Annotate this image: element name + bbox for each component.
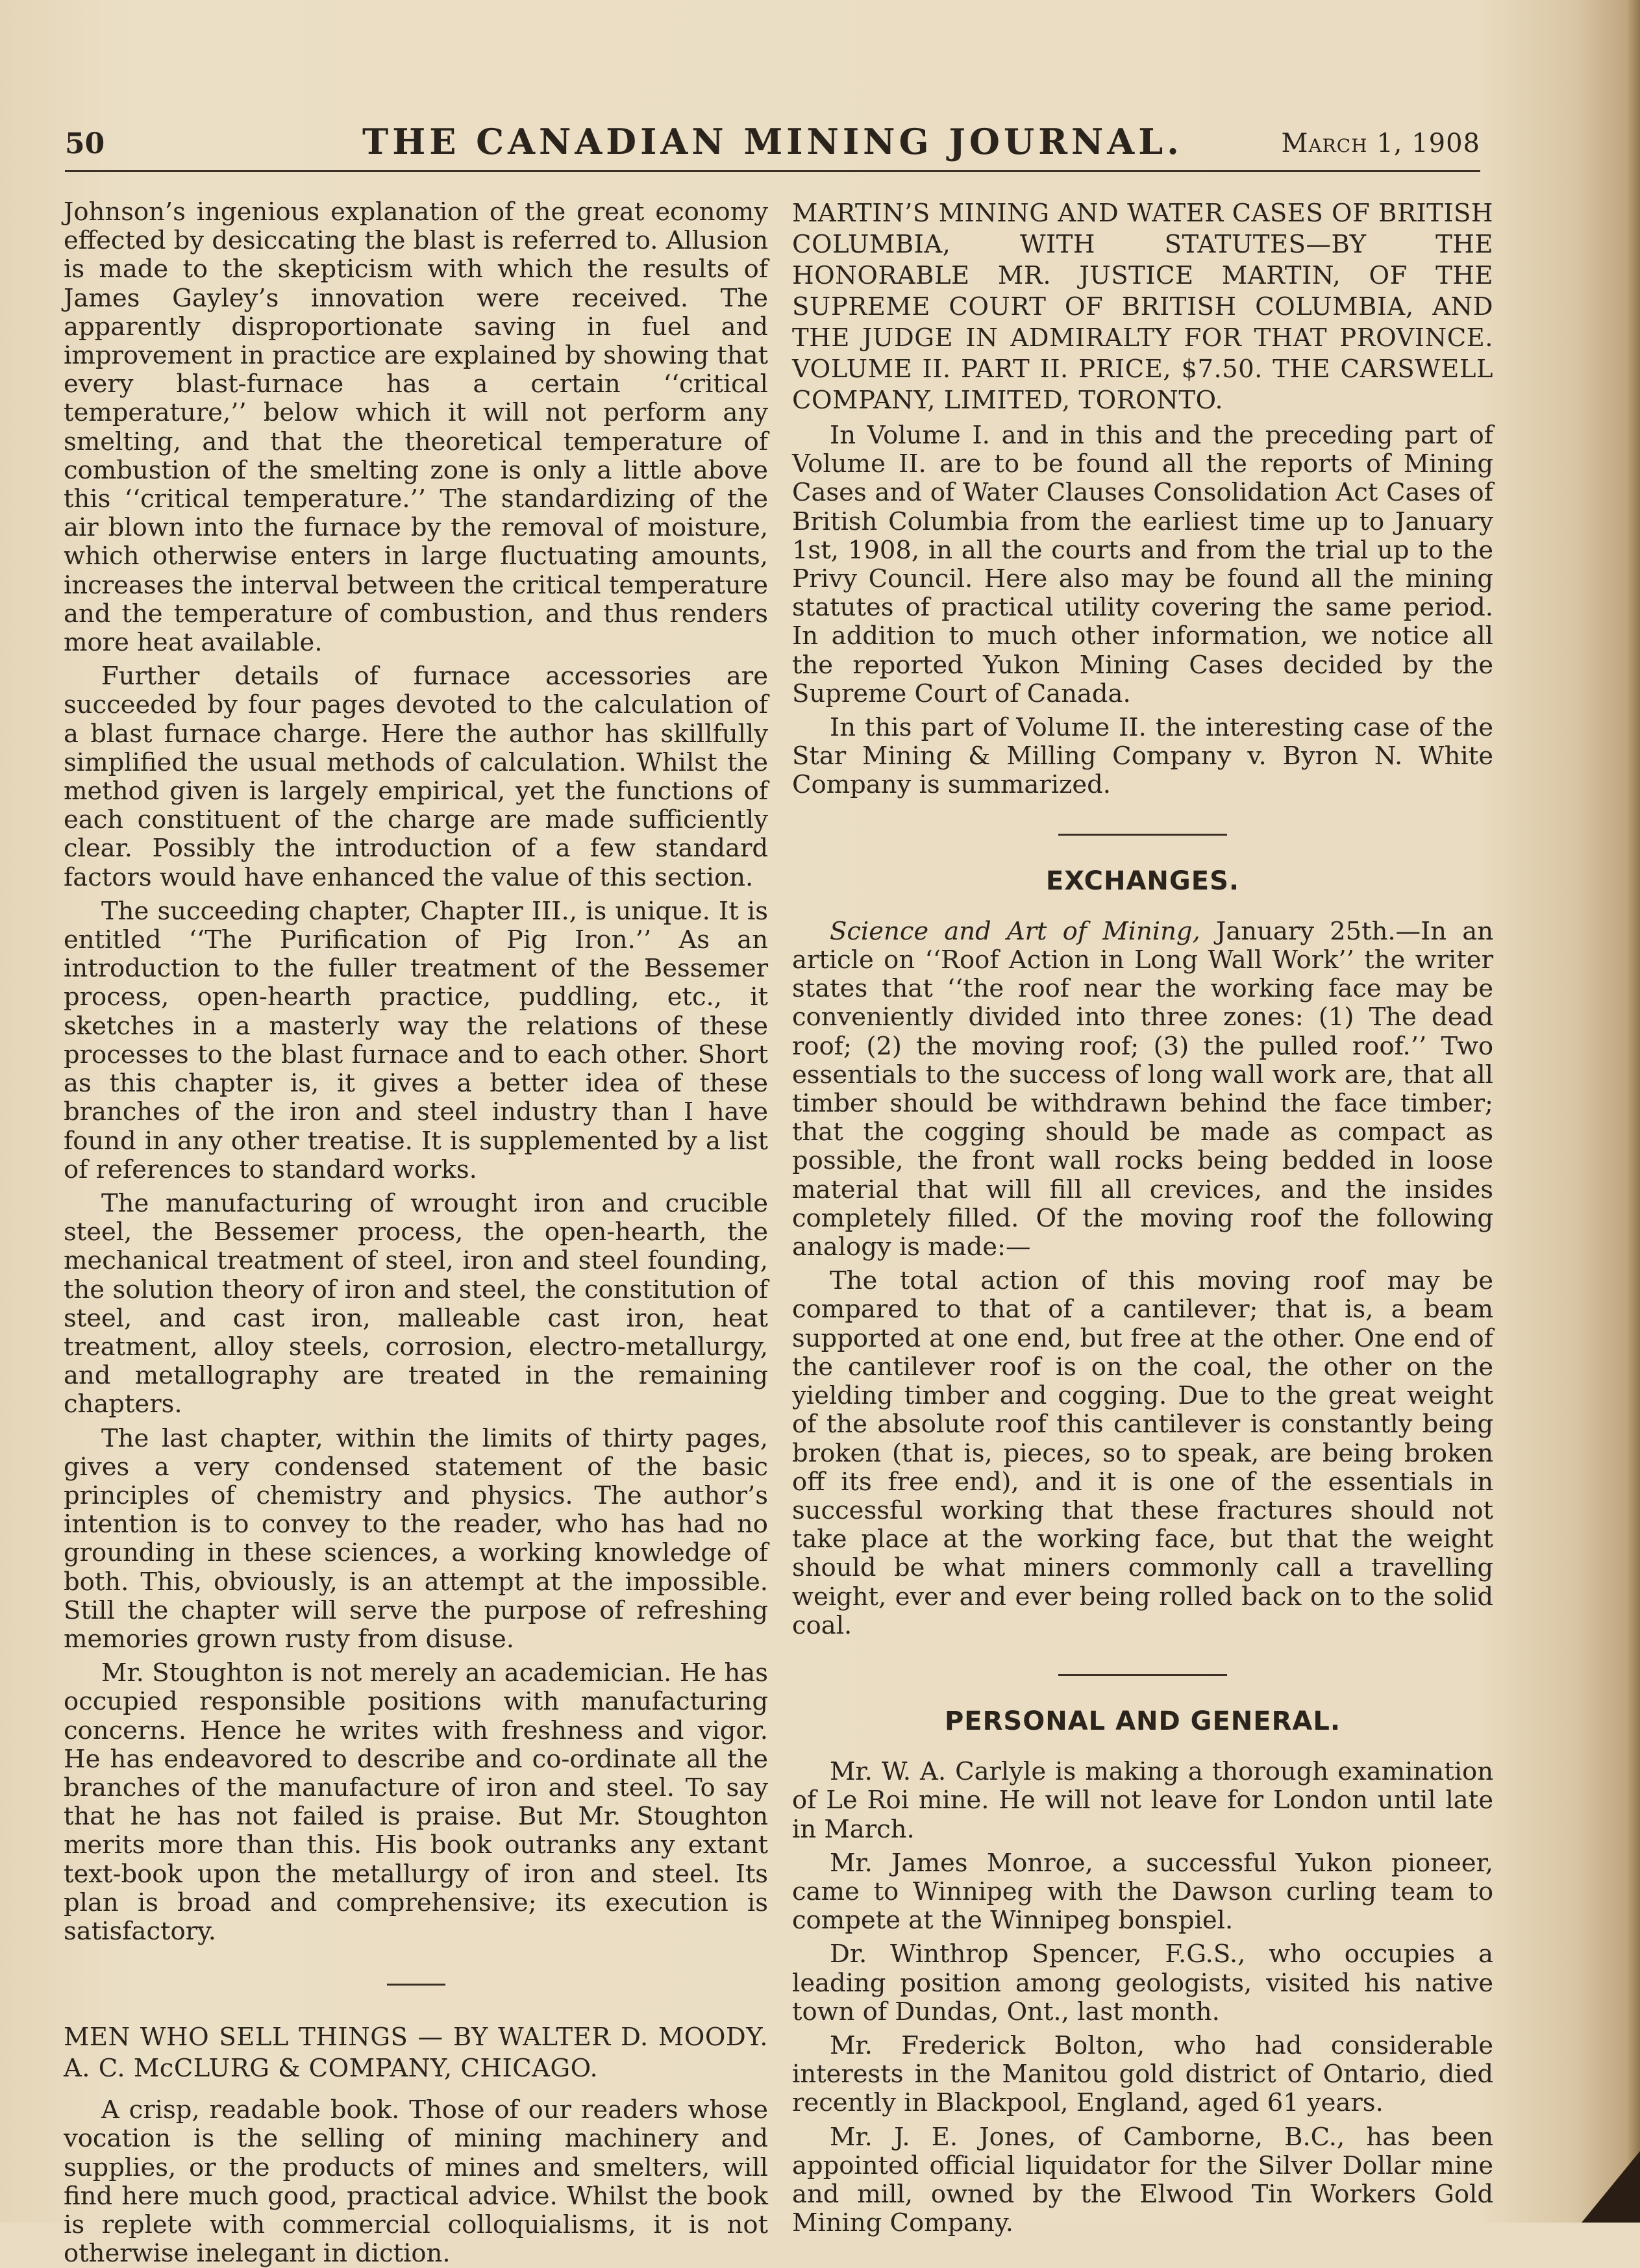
left-column xyxy=(64,198,768,2268)
paragraph: The succeeding chapter, Chapter III., is unique. It is entitled ‘‘The Purification of Pig Iron.’’ As an introduction to the fuller treatment of the Bessemer process, open-hearth practice, puddling, etc., it sketches in a masterly way the relations of these processes to the blast furnace and to each other. Short as this chapter is, it gives a better idea of these branches of the iron and steel industry than I have found in any other treatise. It is supplemented by a list of references to standard works. xyxy=(64,896,768,1184)
review-text: A crisp, readable book. Those of our readers whose vocation is the selling of mining machinery and supplies, or the products of mines and smelters, will find here much good, practical advice. Whilst the book is replete with commercial colloquialisms, it is not otherwise inelegant in diction. xyxy=(64,2095,768,2268)
news-item: Mr. J. E. Jones, of Camborne, B.C., has been appointed official liquidator for the Silver Dollar mine and mill, owned by the Elwood Tin Workers Gold Mining Company. xyxy=(792,2122,1493,2238)
paragraph: The manufacturing of wrought iron and crucible steel, the Bessemer process, the open-hearth, the mechanical treatment of steel, iron and steel founding, the solution theory of iron and steel, the constitution of steel, and cast iron, malleable cast iron, heat treatment, alloy steels, corrosion, electro-metallurgy, and metallography are treated in the remaining chapters. xyxy=(64,1188,768,1419)
page-number: 50 xyxy=(65,127,105,160)
page-corner xyxy=(1582,2151,1640,2223)
news-item: Mr. W. A. Carlyle is making a thorough examination of Le Roi mine. He will not leave for London until late in March. xyxy=(792,1757,1493,1844)
exchanges-text: January 25th.—In an article on ‘‘Roof Action in Long Wall Work’’ the writer states that ‘‘the roof near the working face may be conveniently divided into three zones: (1) The dead roof; (2) the moving roof; (3) the pulled roof.’’ Two essentials to the success of long wall work are, that all timber should be withdrawn behind the face timber; that the cogging should be made as compact as possible, the front wall rocks being bedded in loose material that will fill all crevices, and the insides completely filled. Of the moving roof the following analogy is made:— xyxy=(792,916,1493,1262)
source-publication: Science and Art of Mining, xyxy=(830,916,1200,946)
paragraph: Mr. Stoughton is not merely an academician. He has occupied responsible positions with manufacturing concerns. Hence he writes with freshness and vigor. He has endeavored to describe and co-ordinate all the branches of the manufacture of iron and steel. To say that he has not failed is praise. But Mr. Stoughton merits more than this. His book outranks any extant text-book upon the metallurgy of iron and steel. Its plan is broad and comprehensive; its execution is satisfactory. xyxy=(64,1658,768,1946)
issue-date: March 1, 1908 xyxy=(1281,129,1480,158)
book-title: MARTIN’S MINING AND WATER CASES OF BRITISH COLUMBIA, WITH STATUTES—BY THE HONORABLE MR. JUSTICE MARTIN, OF THE SUPREME COURT OF BRITISH COLUMBIA, AND THE JUDGE IN ADMIRALTY FOR THAT PROVINCE. VOLUME II. PART II. PRICE, $7.50. THE CARSWELL COMPANY, LIMITED, TORONTO. xyxy=(792,199,1493,415)
paragraph: Johnson’s ingenious explanation of the great economy effected by desiccating the blast is referred to. Allusion is made to the skepticism with which the results of James Gayley’s innovation were received. The apparently disproportionate saving in fuel and improvement in practice are explained by showing that every blast-furnace has a certain ‘‘critical temperature,’’ below which it will not perform any smelting, and that the theoretical temperature of combustion of the smelting zone is only a little above this ‘‘critical temperature.’’ The standardizing of the air blown into the furnace by the removal of moisture, which otherwise enters in large fluctuating amounts, increases the interval between the critical temperature and the temperature of combustion, and thus renders more heat available. xyxy=(64,197,768,658)
paragraph: In this part of Volume II. the interesting case of the Star Mining & Milling Company v. Byron N. White Company is summarized. xyxy=(792,713,1493,800)
exchanges-heading: EXCHANGES. xyxy=(1045,866,1240,896)
news-item: Dr. Winthrop Spencer, F.G.S., who occupies a leading position among geologists, visited his native town of Dundas, Ont., last month. xyxy=(792,1939,1493,2026)
right-column xyxy=(792,198,1493,2237)
paragraph: In Volume I. and in this and the preceding part of Volume II. are to be found all the reports of Mining Cases and of Water Clauses Consolidation Act Cases of British Columbia from the earliest time up to January 1st, 1908, in all the courts and from the trial up to the Privy Council. Here also may be found all the mining statutes of practical utility covering the same period. In addition to much other information, we notice all the reported Yukon Mining Cases decided by the Supreme Court of Canada. xyxy=(792,421,1493,708)
news-item: Mr. James Monroe, a successful Yukon pioneer, came to Winnipeg with the Dawson curling team to compete at the Winnipeg bonspiel. xyxy=(792,1848,1493,1936)
paragraph: The total action of this moving roof may be compared to that of a cantilever; that is, a beam supported at one end, but free at the other. One end of the cantilever roof is on the coal, the other on the yielding timber and cogging. Due to the great weight of the absolute roof this cantilever is constantly being broken (that is, pieces, so to speak, are being broken off its free end), and it is one of the essentials in successful working that these fractures should not take place at the working face, but that the weight should be what miners commonly call a travelling weight, ever and ever being rolled back on to the solid coal. xyxy=(792,1266,1493,1640)
page-edge-shadow xyxy=(1626,0,1640,2223)
section-divider xyxy=(1058,834,1227,836)
review-title: MEN WHO SELL THINGS — BY WALTER D. MOODY. A. C. McCLURG & COMPANY, CHICAGO. xyxy=(64,2023,768,2084)
section-divider xyxy=(1058,1674,1227,1676)
paragraph: The last chapter, within the limits of thirty pages, gives a very condensed statement of the basic principles of chemistry and physics. The author’s intention is to convey to the reader, who has had no grounding in these sciences, a working knowledge of both. This, obviously, is an attempt at the impossible. Still the chapter will serve the purpose of refreshing memories grown rusty from disuse. xyxy=(64,1423,768,1654)
header-rule xyxy=(65,170,1480,172)
news-item: Mr. Frederick Bolton, who had considerable interests in the Manitou gold district of Ontario, died recently in Blackpool, England, aged 61 years. xyxy=(792,2030,1493,2118)
personal-heading: PERSONAL AND GENERAL. xyxy=(944,1706,1341,1736)
section-divider xyxy=(387,1984,445,1986)
exchanges-paragraph xyxy=(792,917,1493,1262)
journal-title: THE CANADIAN MINING JOURNAL. xyxy=(362,121,1183,162)
page-header xyxy=(65,121,1480,166)
paragraph: Further details of furnace accessories are succeeded by four pages devoted to the calculation of a blast furnace charge. Here the author has skillfully simplified the usual methods of calculation. Whilst the method given is largely empirical, yet the functions of each constituent of the charge are made sufficiently clear. Possibly the introduction of a few standard factors would have enhanced the value of this section. xyxy=(64,662,768,892)
